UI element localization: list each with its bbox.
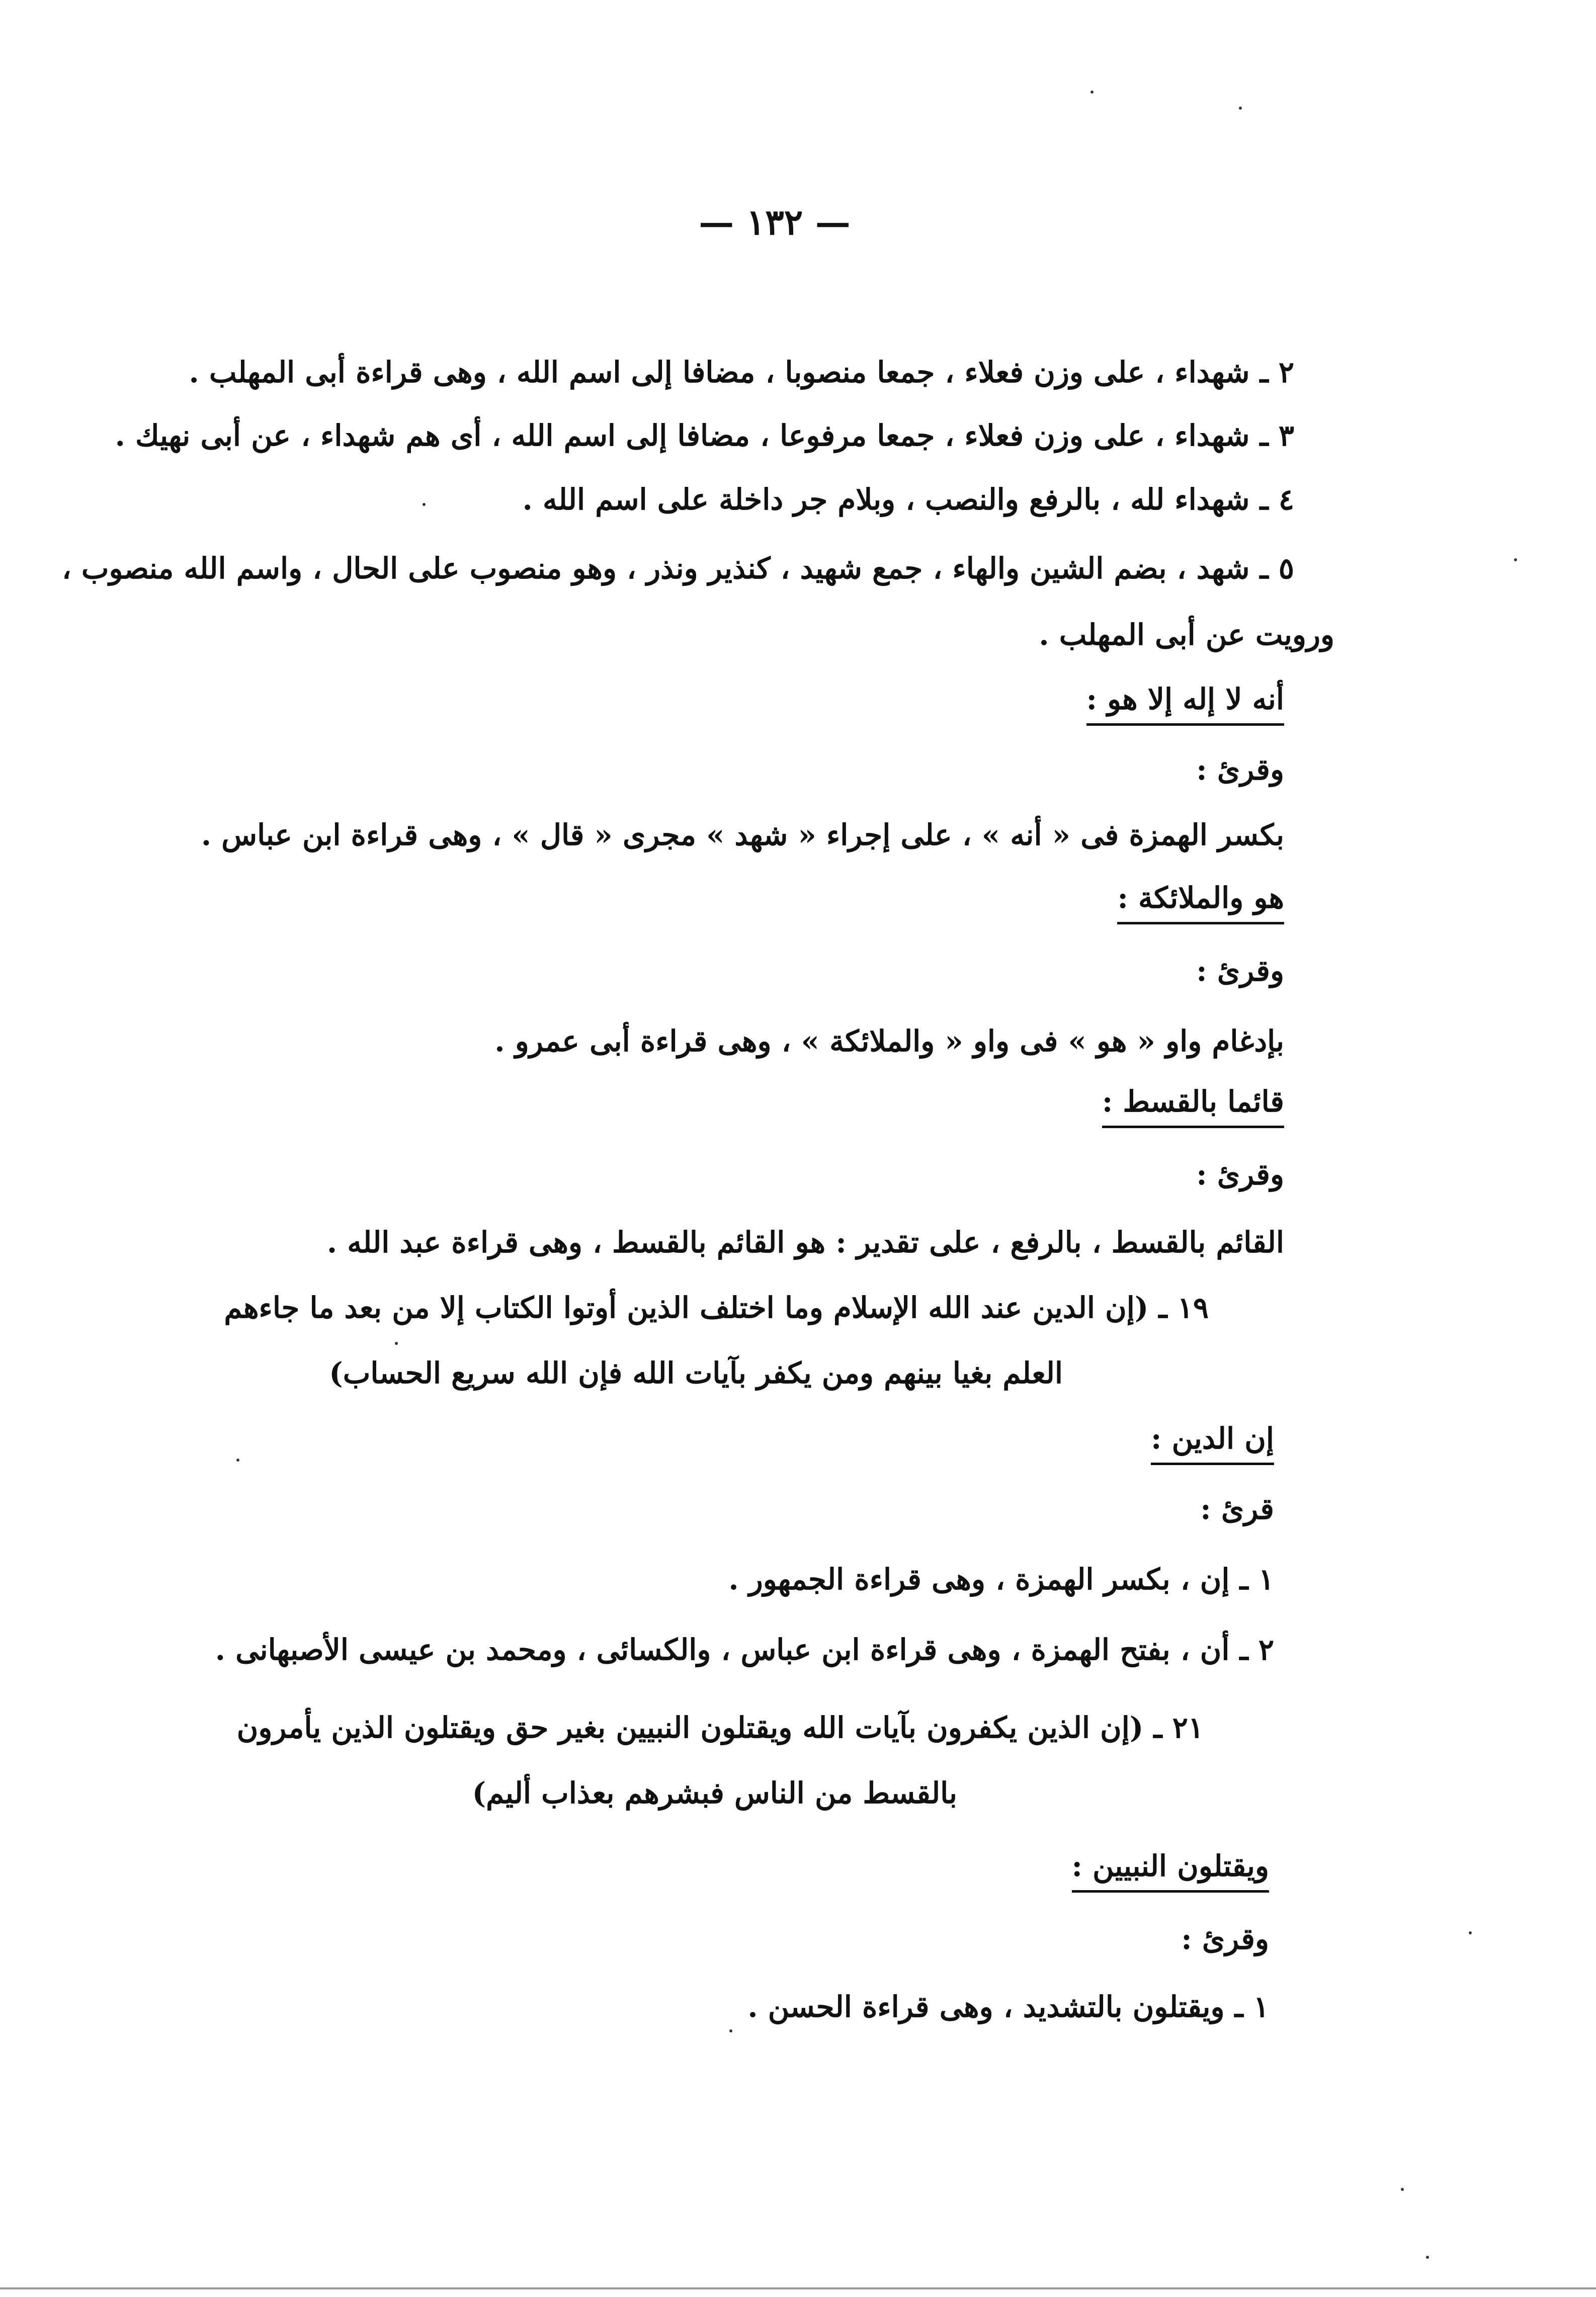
reading-label: وقرئ :	[1196, 954, 1284, 988]
verse-line: العلم بغيا بينهم ومن يكفر بآيات الله فإن الله سريع الحساب)	[329, 1356, 1063, 1390]
reading-label: قرئ :	[1200, 1492, 1274, 1526]
scan-speck	[1090, 91, 1094, 94]
text-line: ٤ ـ شهداء لله ، بالرفع والنصب ، وبلام جر داخلة على اسم الله .	[522, 482, 1294, 517]
text-line: ٢ ـ أن ، بفتح الهمزة ، وهى قراءة ابن عباس ، والكسائى ، ومحمد بن عيسى الأصبهانى .	[215, 1633, 1274, 1667]
text-line: ورويت عن أبى المهلب .	[1039, 618, 1334, 652]
scan-speck	[236, 1459, 239, 1462]
section-heading: هو والملائكة :	[1117, 878, 1284, 924]
text-line: ١ ـ إن ، بكسر الهمزة ، وهى قراءة الجمهور .	[728, 1562, 1274, 1596]
section-heading: إن الدين :	[1151, 1418, 1274, 1465]
text-line: بكسر الهمزة فى « أنه » ، على إجراء « شهد » مجرى « قال » ، وهى قراءة ابن عباس .	[201, 818, 1284, 852]
reading-label: وقرئ :	[1181, 1922, 1269, 1956]
section-heading: ويقتلون النبيين :	[1072, 1846, 1270, 1893]
text-line: ٣ ـ شهداء ، على وزن فعلاء ، جمعا مرفوعا ، مضافا إلى اسم الله ، أى هم شهداء ، عن أبى نهيك .	[115, 418, 1294, 453]
scan-speck	[1514, 558, 1517, 561]
scan-speck	[1401, 2188, 1404, 2191]
scan-speck	[1469, 1931, 1472, 1934]
scan-bottom-edge	[0, 2287, 1596, 2289]
text-line: ٢ ـ شهداء ، على وزن فعلاء ، جمعا منصوبا ، مضافا إلى اسم الله ، وهى قراءة أبى المهلب .	[189, 355, 1294, 389]
section-heading: قائما بالقسط :	[1102, 1081, 1284, 1128]
text-line: ١ ـ ويقتلون بالتشديد ، وهى قراءة الحسن .	[747, 1990, 1269, 2024]
verse-line: بالقسط من الناس فبشرهم بعذاب أليم)	[472, 1776, 957, 1810]
page-number: — ١٣٢ —	[699, 201, 851, 243]
text-line: القائم بالقسط ، بالرفع ، على تقدير : هو القائم بالقسط ، وهى قراءة عبد الله .	[326, 1225, 1284, 1259]
verse-line: ١٩ ـ (إن الدين عند الله الإسلام وما اختلف الذين أوتوا الكتاب إلا من بعد ما جاءهم	[224, 1291, 1209, 1325]
text-line: ٥ ـ شهد ، بضم الشين والهاء ، جمع شهيد ، كنذير ونذر ، وهو منصوب على الحال ، واسم الله منصوب ،	[61, 551, 1294, 585]
text-line: بإدغام واو « هو » فى واو « والملائكة » ، وهى قراءة أبى عمرو .	[494, 1024, 1284, 1058]
scan-speck	[1426, 2256, 1429, 2259]
verse-line: ٢١ ـ (إن الذين يكفرون بآيات الله ويقتلون النبيين بغير حق ويقتلون الذين يأمرون	[236, 1711, 1204, 1745]
reading-label: وقرئ :	[1196, 1157, 1284, 1192]
reading-label: وقرئ :	[1196, 752, 1284, 787]
scan-speck	[729, 2029, 732, 2032]
section-heading: أنه لا إله إلا هو :	[1086, 679, 1284, 726]
scan-speck	[1239, 107, 1242, 110]
scan-speck	[395, 1342, 398, 1345]
scan-speck	[423, 503, 426, 506]
